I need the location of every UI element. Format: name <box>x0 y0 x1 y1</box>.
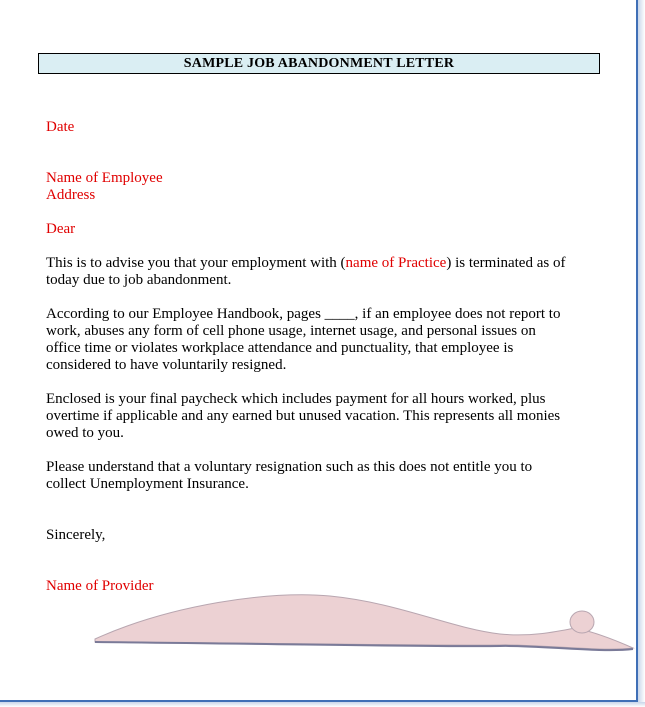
employee-name-placeholder: Name of Employee <box>46 170 163 186</box>
paragraph-handbook <box>46 306 606 374</box>
para1-before: This is to advise you that your employment with ( <box>46 255 346 271</box>
para3-line: owed to you. <box>46 425 124 441</box>
para1-after: ) is terminated as of <box>446 255 566 271</box>
decorative-wave <box>0 570 645 660</box>
address-placeholder: Address <box>46 187 96 203</box>
paragraph-termination <box>46 255 606 289</box>
paragraph-paycheck <box>46 391 606 442</box>
page-shadow-right <box>638 0 645 707</box>
closing: Sincerely, <box>46 527 106 543</box>
date-placeholder: Date <box>46 119 75 135</box>
letter-title: SAMPLE JOB ABANDONMENT LETTER <box>38 53 600 74</box>
para1-line2: today due to job abandonment. <box>46 272 232 288</box>
para2-line: office time or violates workplace attendance and punctuality, that employee is <box>46 340 514 356</box>
para2-line: According to our Employee Handbook, pages ____, if an employee does not report to <box>46 306 561 322</box>
paragraph-unemployment <box>46 459 606 493</box>
para4-line: Please understand that a voluntary resignation such as this does not entitle you to <box>46 459 533 475</box>
practice-name-placeholder: name of Practice <box>345 255 447 271</box>
provider-name-placeholder: Name of Provider <box>46 578 154 594</box>
para3-line: Enclosed is your final paycheck which includes payment for all hours worked, plus <box>46 391 546 407</box>
para2-line: considered to have voluntarily resigned. <box>46 357 287 373</box>
salutation: Dear <box>46 221 76 237</box>
page-shadow-bottom <box>0 702 645 707</box>
para4-line: collect Unemployment Insurance. <box>46 476 249 492</box>
para2-line: work, abuses any form of cell phone usage, internet usage, and personal issues on <box>46 323 536 339</box>
para3-line: overtime if applicable and any earned but unused vacation. This represents all monies <box>46 408 561 424</box>
